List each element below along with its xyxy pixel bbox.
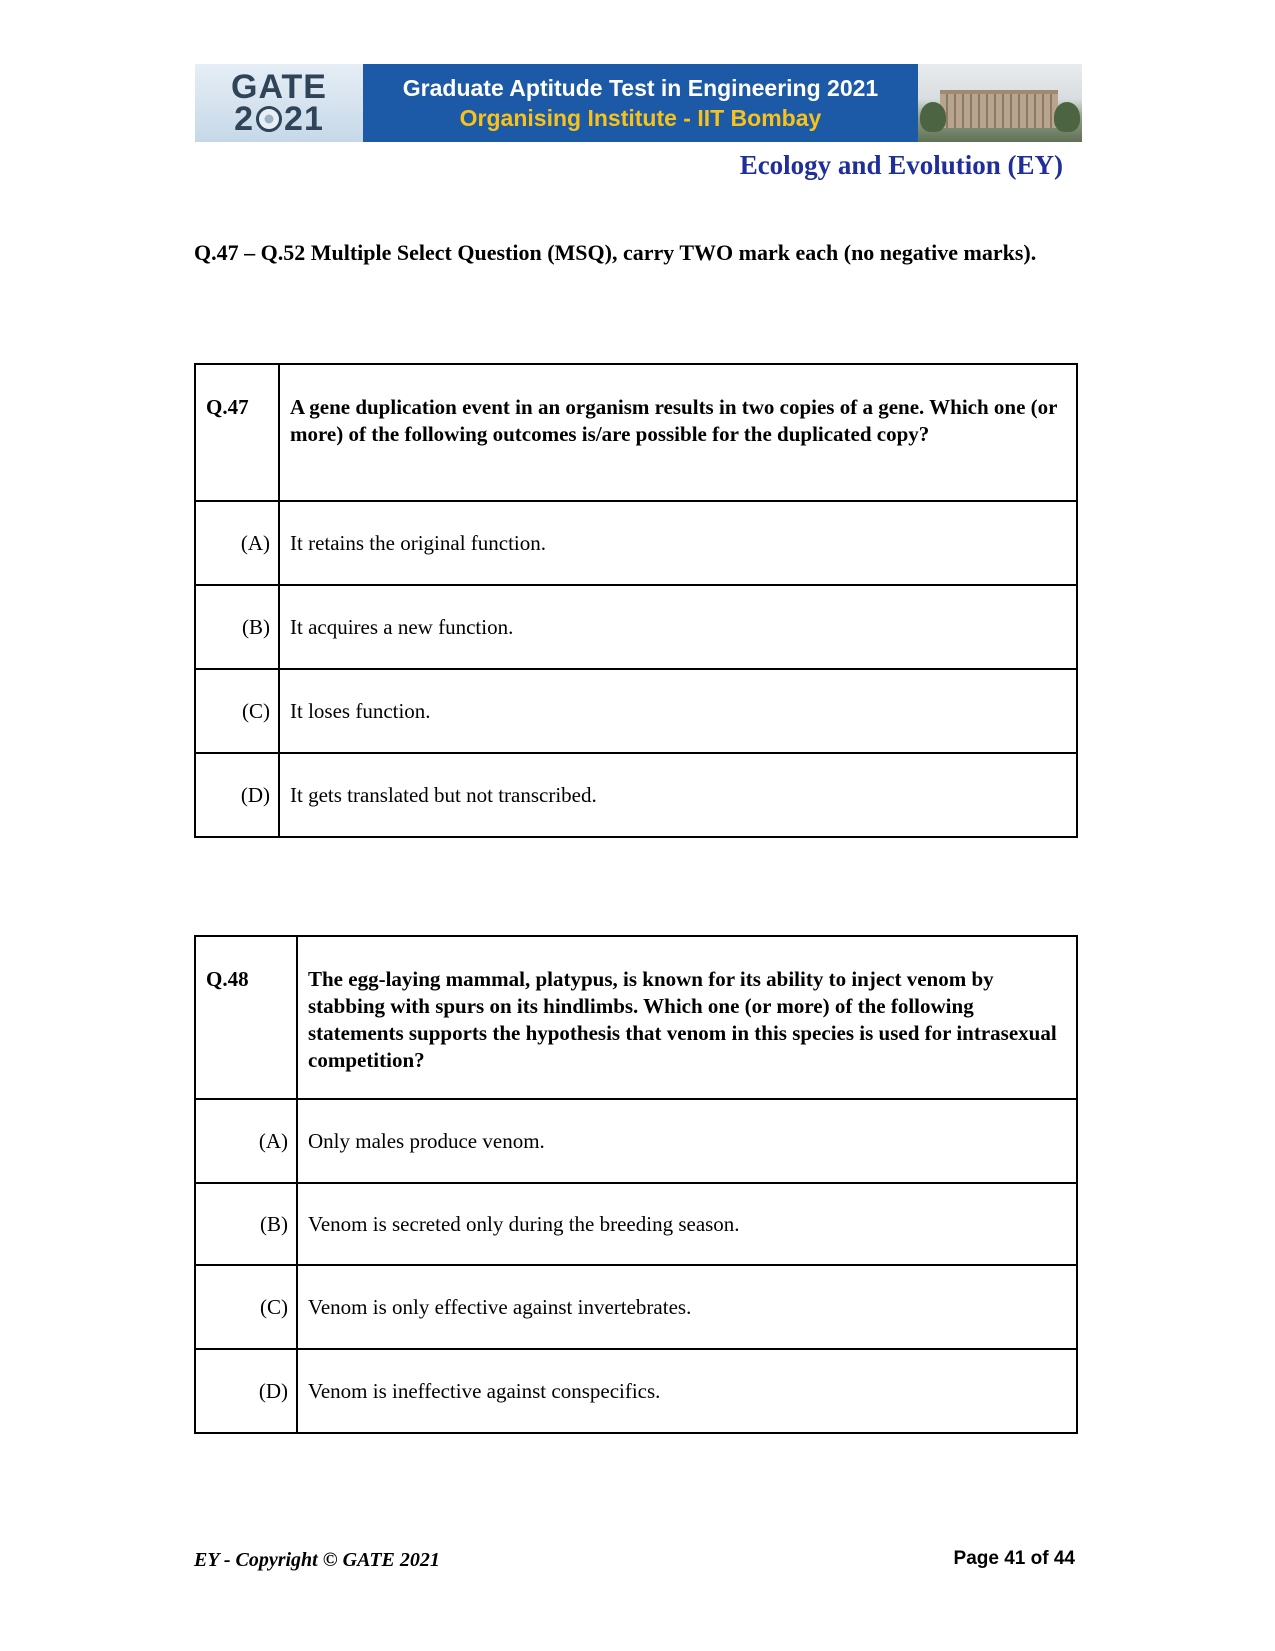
question-text: A gene duplication event in an organism results in two copies of a gene. Which one (or more) of the following outcomes is/are possible for the duplicated copy? xyxy=(279,364,1077,501)
footer-page-number xyxy=(954,1548,1075,1570)
logo-year-left: 2 xyxy=(234,100,255,138)
option-row[interactable] xyxy=(195,669,1077,753)
institute-building-photo xyxy=(918,64,1082,142)
question-number: Q.48 xyxy=(195,936,297,1099)
option-row[interactable] xyxy=(195,753,1077,837)
option-text: It loses function. xyxy=(279,669,1077,753)
option-text: It acquires a new function. xyxy=(279,585,1077,669)
gate-logo xyxy=(195,64,363,142)
question-row xyxy=(195,364,1077,501)
gate-banner xyxy=(195,64,1082,142)
option-row[interactable] xyxy=(195,585,1077,669)
option-row[interactable] xyxy=(195,1099,1077,1183)
section-heading: Q.47 – Q.52 Multiple Select Question (MSQ), carry TWO mark each (no negative marks). xyxy=(194,240,1037,265)
option-label: (B) xyxy=(195,585,279,669)
option-label: (D) xyxy=(195,753,279,837)
tree-shape xyxy=(1054,102,1080,132)
page-of: of xyxy=(1025,1548,1054,1569)
banner-title-band xyxy=(363,64,918,142)
iitb-seal-icon xyxy=(256,106,282,132)
option-label: (D) xyxy=(195,1349,297,1433)
question-row xyxy=(195,936,1077,1099)
question-number: Q.47 xyxy=(195,364,279,501)
option-label: (C) xyxy=(195,1265,297,1349)
option-text: Only males produce venom. xyxy=(297,1099,1077,1183)
page-total: 44 xyxy=(1053,1548,1075,1569)
building-shape xyxy=(940,90,1058,128)
banner-title: Graduate Aptitude Test in Engineering 2021 xyxy=(402,75,879,101)
logo-text-gate: GATE xyxy=(231,68,327,106)
banner-institute: Organising Institute - IIT Bombay xyxy=(459,105,822,131)
option-text: Venom is secreted only during the breeding season. xyxy=(297,1183,1077,1265)
tree-shape xyxy=(920,102,946,132)
option-text: Venom is only effective against invertebrates. xyxy=(297,1265,1077,1349)
option-text: It gets translated but not transcribed. xyxy=(279,753,1077,837)
option-row[interactable] xyxy=(195,1183,1077,1265)
option-text: Venom is ineffective against conspecifics. xyxy=(297,1349,1077,1433)
option-label: (C) xyxy=(195,669,279,753)
option-row[interactable] xyxy=(195,501,1077,585)
option-row[interactable] xyxy=(195,1265,1077,1349)
question-table xyxy=(194,935,1078,1434)
option-label: (A) xyxy=(195,1099,297,1183)
option-label: (B) xyxy=(195,1183,297,1265)
page-current: 41 xyxy=(1004,1548,1026,1569)
subject-title: Ecology and Evolution (EY) xyxy=(739,150,1063,180)
option-label: (A) xyxy=(195,501,279,585)
logo-year-right: 21 xyxy=(284,100,324,138)
question-text: The egg-laying mammal, platypus, is known for its ability to inject venom by stabbing with spurs on its hindlimbs. Which one (or more) of the following statements supports the hypothesis that venom in this species is used for intrasexual competition? xyxy=(297,936,1077,1099)
option-text: It retains the original function. xyxy=(279,501,1077,585)
footer-copyright: EY - Copyright © GATE 2021 xyxy=(194,1549,440,1571)
option-row[interactable] xyxy=(195,1349,1077,1433)
page-prefix: Page xyxy=(953,1548,1005,1569)
question-table xyxy=(194,363,1078,838)
logo-text-year xyxy=(234,100,324,138)
